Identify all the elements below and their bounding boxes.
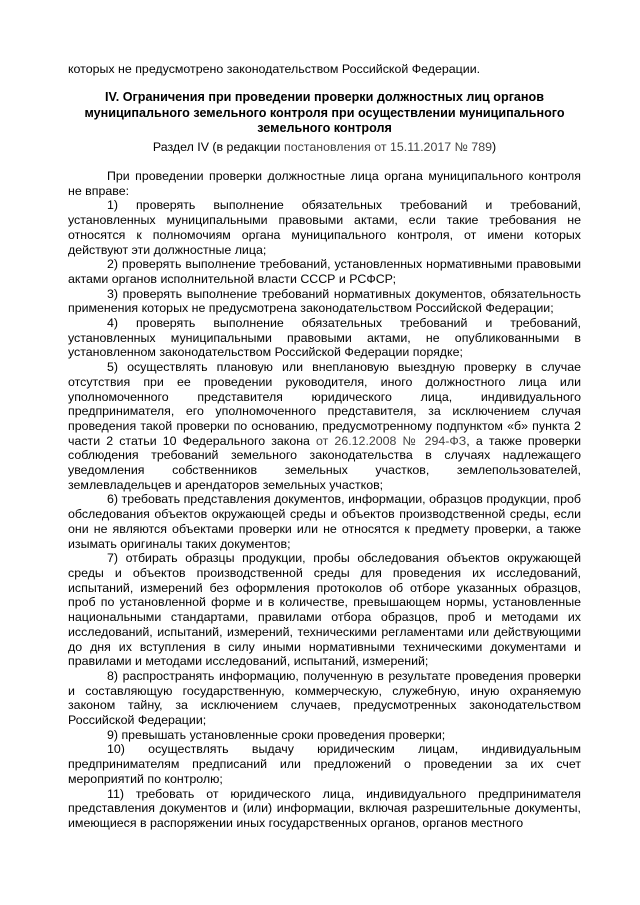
list-item: 7) отбирать образцы продукции, пробы обследования объектов окружающей среды и объектов производственной среды для проведения их исследований, испытаний, измерений без оформления протоколов об отборе указанных образцов, проб по установленной форме и в количестве, превышающем нормы, установленные национальными стандартами, правилами отбора образцов, проб и методами их исследований, испытаний, измерений, техническими регламентами или действующими до дня их вступления в силу иными нормативными техническими документами и правилами и методами исследований, испытаний, измерений; — [68, 551, 581, 669]
list-item: 2) проверять выполнение требований, установленных нормативными правовыми актами органов исполнительной власти СССР и РСФСР; — [68, 257, 581, 286]
list-item: 9) превышать установленные сроки проведения проверки; — [107, 727, 446, 742]
list-item: 11) требовать от юридического лица, индивидуального предпринимателя представления документов и (или) информации, включая разрешительные документы, имеющиеся в распоряжении иных государственных органов, органов местного — [68, 786, 581, 830]
list-item: 6) требовать представления документов, информации, образцов продукции, проб обследования объектов окружающей среды и объектов производственной среды, если они не являются объектами проверки или не относятся к предмету проверки, а также изымать оригиналы таких документов; — [68, 492, 581, 551]
list-item: 10) осуществлять выдачу юридическим лицам, индивидуальным предпринимателям предписаний или предложений о проведении за их счет мероприятий по контролю; — [68, 742, 581, 786]
list-item: 4) проверять выполнение обязательных требований и требований, установленных муниципальными правовыми актами, не опубликованными в установленном законодательством Российской Федерации порядке; — [68, 316, 581, 360]
list-item — [68, 360, 581, 492]
list-item: 3) проверять выполнение требований нормативных документов, обязательность применения которых не предусмотрена законодательством Российской Федерации; — [68, 286, 581, 316]
edition-suffix: ) — [491, 140, 497, 154]
edition-link[interactable]: постановления от 15.11.2017 № 789 — [284, 140, 492, 154]
item5-text-before: 5) осуществлять плановую или внеплановую выездную проверку в случае отсутствия при ее проведении руководителя, иного должностного лица или уполномоченного представителя юридического лица, индивидуального предпринимателя, его уполномоченного представителя, за исключением случая проведения такой проверки по основанию, предусмотренному подпунктом «б» пункта 2 части 2 статьи 10 Федерального закона — [68, 360, 581, 448]
edition-note — [68, 140, 581, 155]
item5-text-after: , а также проверки соблюдения требований земельного законодательства в случаях надлежащего уведомления собственников земельных участков, землепользователей, землевладельцев и арендаторов земельных участков; — [68, 433, 582, 492]
body-text — [68, 169, 581, 831]
intro-paragraph: При проведении проверки должностные лица органа муниципального контроля не вправе: — [68, 169, 581, 198]
list-item: 8) распространять информацию, полученную в результате проведения проверки и составляющую государственную, коммерческую, служебную, иную охраняемую законом тайну, за исключением случаев, предусмотренных законодательством Российской Федерации; — [68, 668, 581, 728]
edition-prefix: Раздел IV (в редакции — [152, 140, 284, 154]
continuation-line: которых не предусмотрено законодательством Российской Федерации. — [68, 62, 481, 76]
section-heading: IV. Ограничения при проведении проверки должностных лиц органов муниципального земельного контроля при осуществлении муниципального земельного контроля — [84, 90, 565, 135]
law-link[interactable]: от 26.12.2008 № 294-ФЗ — [316, 433, 467, 448]
list-item: 1) проверять выполнение обязательных требований и требований, установленных муниципальными правовыми актами, если такие требования не относятся к полномочиям органа муниципального контроля, от имени которых действуют эти должностные лица; — [68, 198, 581, 257]
